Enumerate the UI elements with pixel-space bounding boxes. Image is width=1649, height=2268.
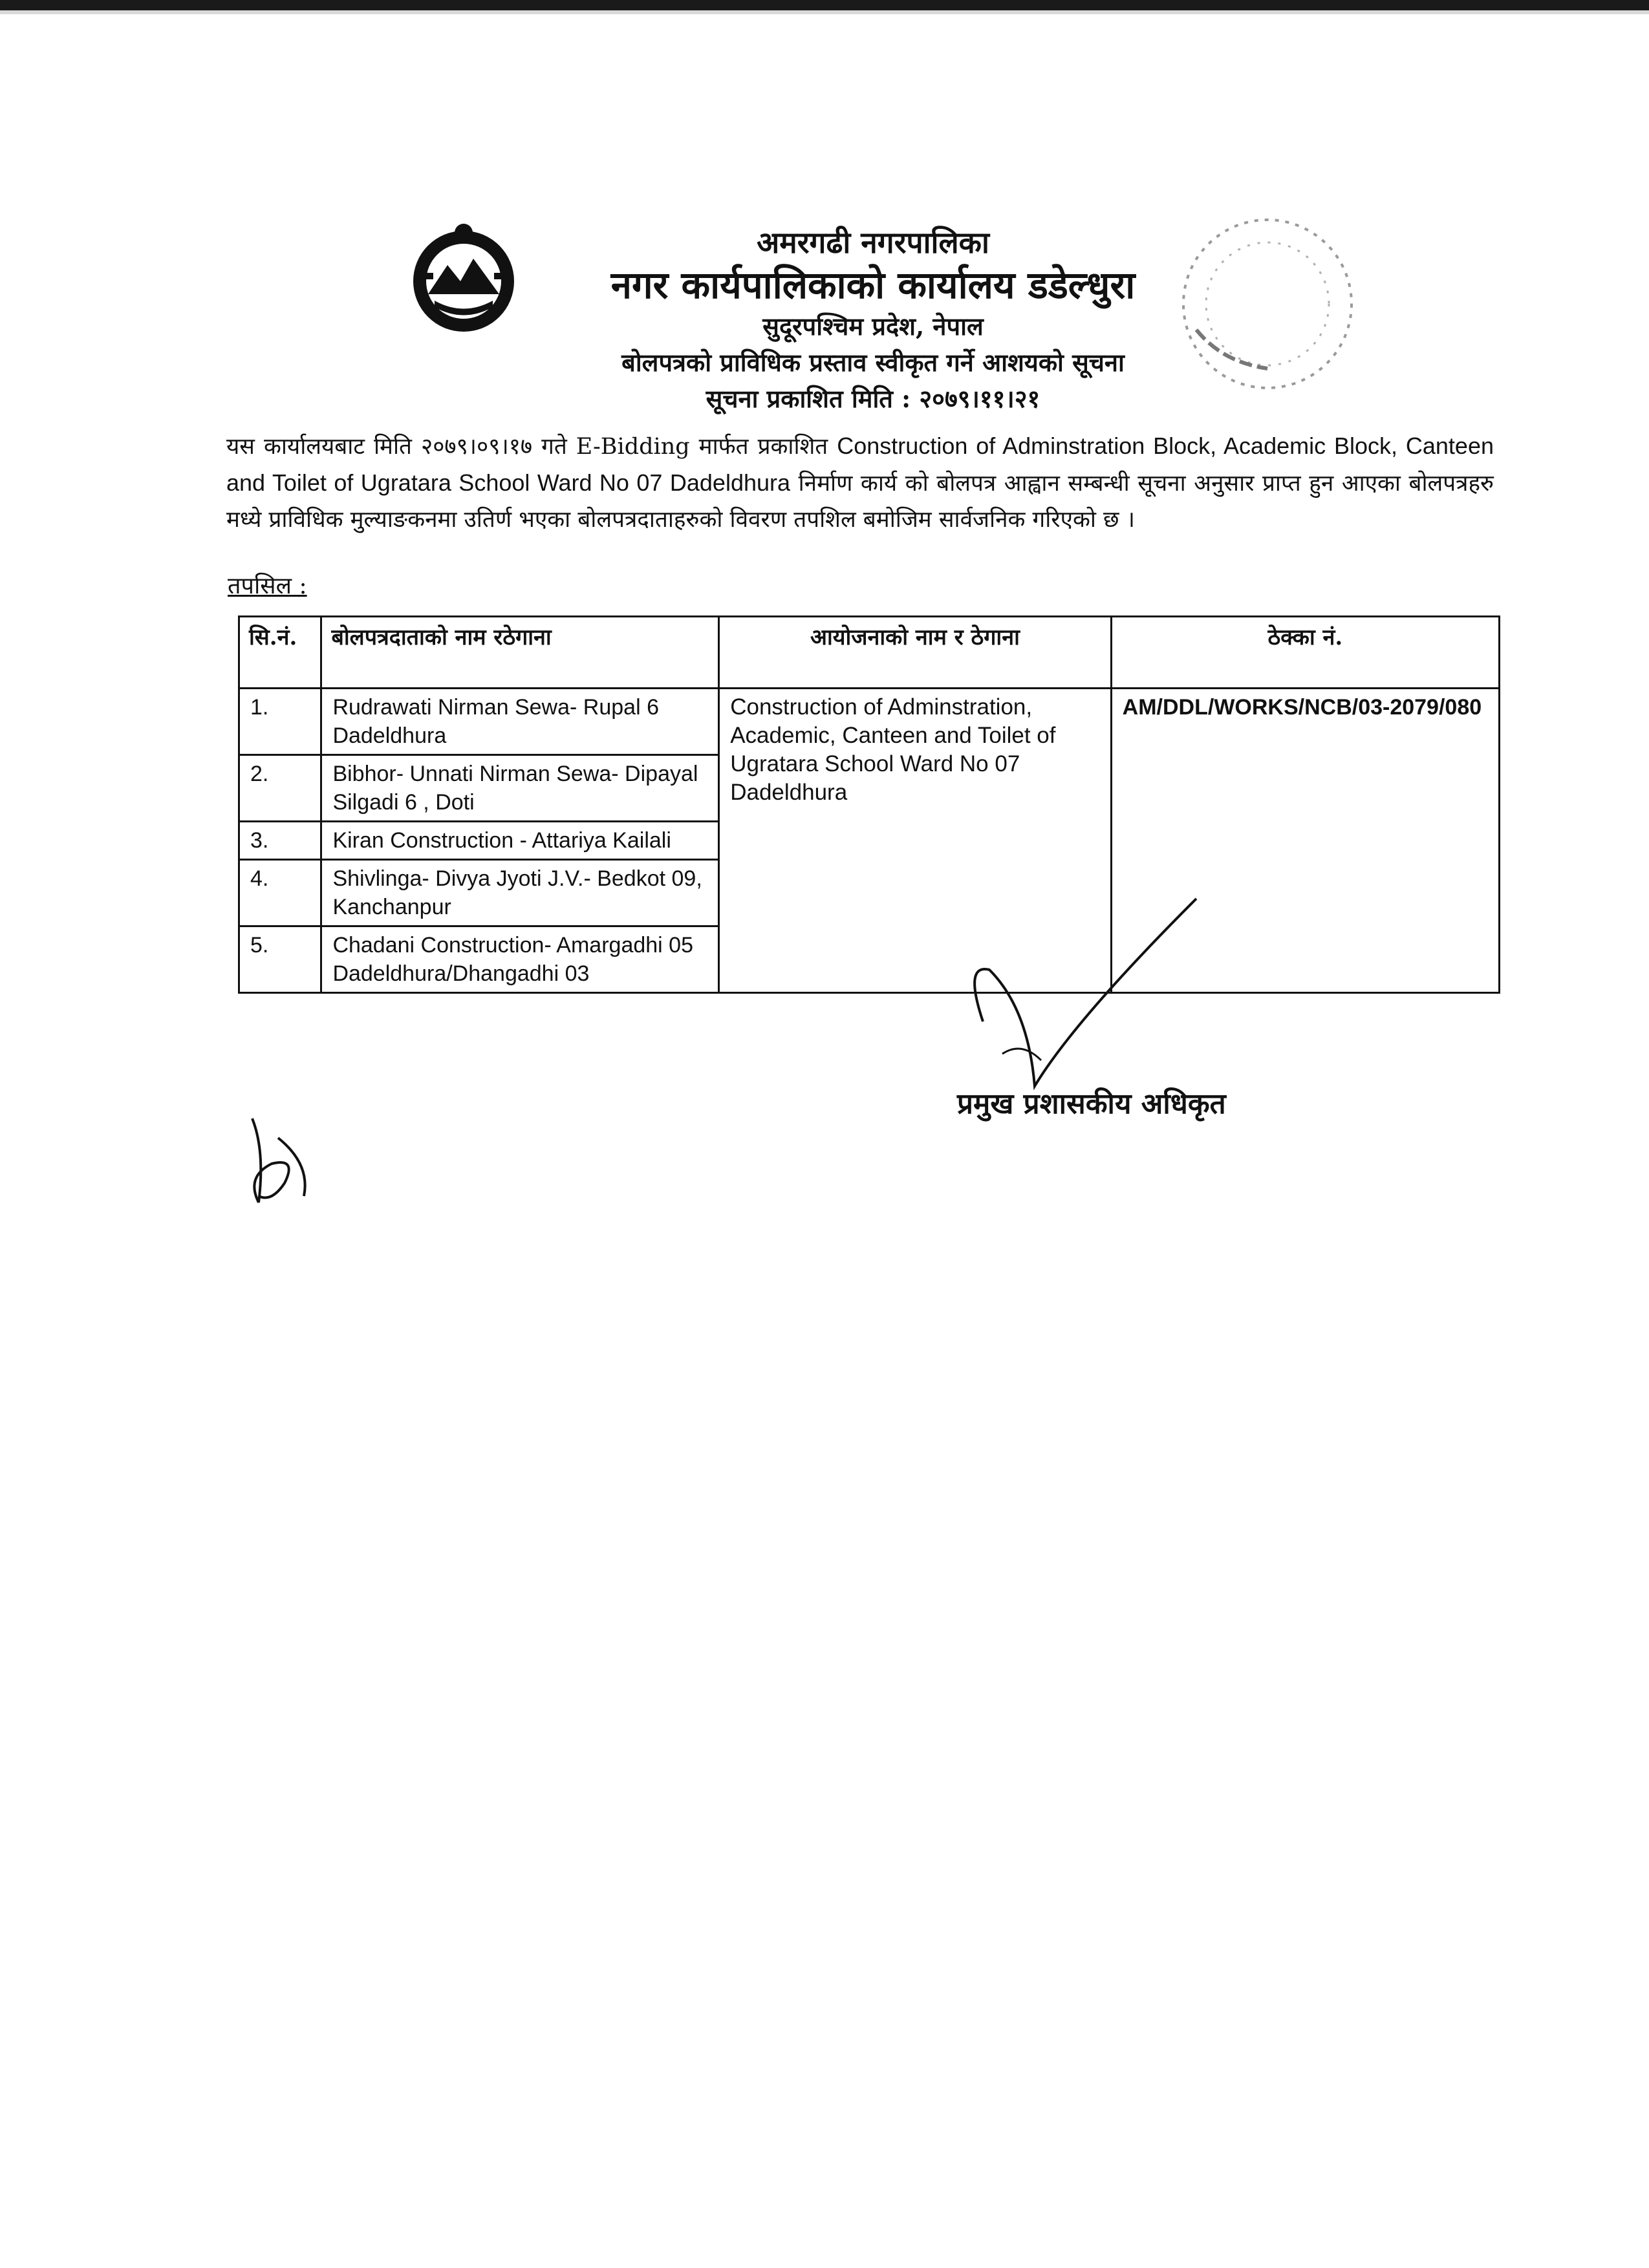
table-row [239,689,1500,755]
municipality-name: अमरगढी नगरपालिका [757,225,989,260]
office-name: नगर कार्यपालिकाको कार्यालय डडेल्धुरा [610,263,1136,307]
table-header-row [239,617,1500,689]
row-bidder: Chadani Construction- Amargadhi 05 Dadeldhura/Dhangadhi 03 [321,926,719,993]
nepal-emblem-icon [409,220,519,336]
bidders-table [238,615,1500,994]
publish-date: सूचना प्रकाशित मिति : २०७९।११।२१ [706,384,1040,413]
row-serial: 4. [239,860,321,926]
header-contract: ठेक्का नं. [1111,617,1499,689]
project-reference: Construction of Adminstration Block, Academic Block, Canteen and Toilet of Ugratara School Ward No 07 Dadeldhura [226,433,1494,496]
paragraph-part-3: निर्माण कार्य को बोलपत्र आह्वान सम्बन्धी सूचना अनुसार प्राप्त हुन आएका बोलपत्रहरु मध्ये प्राविधिक मुल्याङकनमा उतिर्ण भएका बोलपत्रदाताहरुको विवरण तपशिल बमोजिम सार्वजनिक गरिएको छ । [226,471,1494,533]
row-serial: 2. [239,755,321,822]
details-label: तपसिल : [228,573,307,599]
notice-title: बोलपत्रको प्राविधिक प्रस्ताव स्वीकृत गर्ने आशयको सूचना [621,348,1125,377]
province-name: सुदूरपश्चिम प्रदेश, नेपाल [762,312,984,341]
officer-title: प्रमुख प्रशासकीय अधिकृत [957,1087,1226,1120]
header-serial: सि.नं. [239,617,321,689]
scan-border-top [0,0,1649,10]
row-bidder: Kiran Construction - Attariya Kailali [321,822,719,860]
scan-shadow [0,10,1649,14]
row-bidder: Bibhor- Unnati Nirman Sewa- Dipayal Silgadi 6 , Doti [321,755,719,822]
row-serial: 1. [239,689,321,755]
header-project: आयोजनाको नाम र ठेगाना [719,617,1111,689]
row-bidder: Rudrawati Nirman Sewa- Rupal 6 Dadeldhura [321,689,719,755]
letterhead [550,223,1196,417]
notice-paragraph [226,428,1494,538]
office-stamp-icon [1145,194,1390,414]
paragraph-part-1: यस कार्यालयबाट मिति २०७९।०९।१७ गते E-Bidding मार्फत प्रकाशित [226,434,837,460]
row-serial: 5. [239,926,321,993]
initials-signature-icon [239,1112,323,1209]
contract-number-cell: AM/DDL/WORKS/NCB/03-2079/080 [1111,689,1499,993]
row-bidder: Shivlinga- Divya Jyoti J.V.- Bedkot 09, Kanchanpur [321,860,719,926]
header-bidder: बोलपत्रदाताको नाम रठेगाना [321,617,719,689]
project-name-cell: Construction of Adminstration, Academic, Canteen and Toilet of Ugratara School Ward No 07 Dadeldhura [719,689,1111,993]
row-serial: 3. [239,822,321,860]
